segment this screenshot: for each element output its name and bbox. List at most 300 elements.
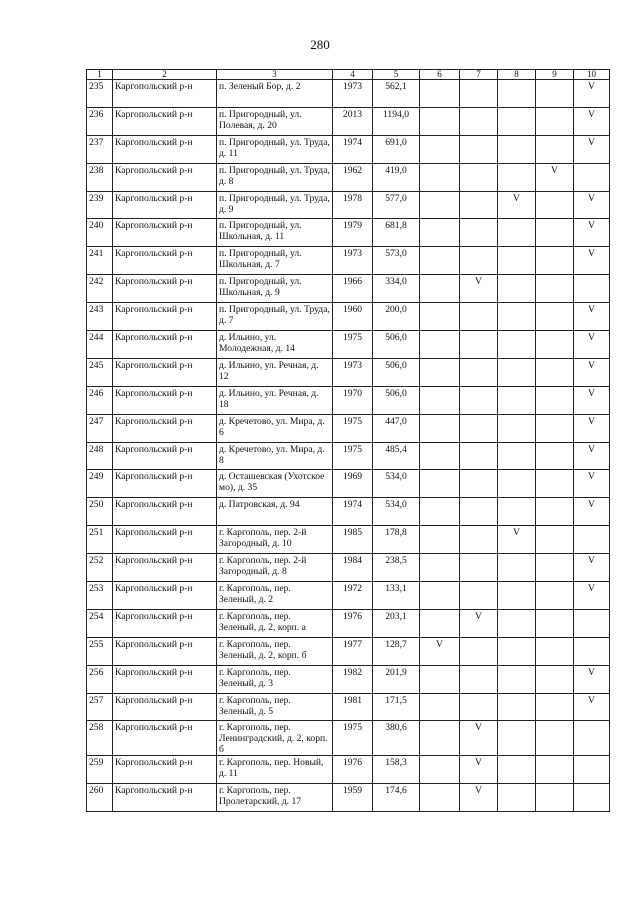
mark-cell-col6	[420, 498, 460, 526]
mark-cell-col7	[460, 163, 498, 191]
mark-cell-col7	[460, 135, 498, 163]
table-row	[87, 386, 610, 414]
mark-cell-col10: V	[574, 80, 610, 108]
year-cell: 1976	[333, 609, 373, 637]
table-row	[87, 107, 610, 135]
row-number: 239	[87, 191, 113, 219]
year-cell: 1975	[333, 414, 373, 442]
mark-cell-col10: V	[574, 442, 610, 470]
area-cell: 200,0	[373, 303, 420, 331]
district-cell: Каргопольский р-н	[113, 665, 217, 693]
row-number: 259	[87, 756, 113, 784]
mark-cell-col9	[536, 386, 574, 414]
mark-cell-col6	[420, 526, 460, 554]
mark-cell-col9	[536, 191, 574, 219]
area-cell: 506,0	[373, 358, 420, 386]
column-header: 5	[373, 70, 420, 80]
mark-cell-col10	[574, 163, 610, 191]
table-body	[87, 80, 610, 812]
area-cell: 1194,0	[373, 107, 420, 135]
area-cell: 534,0	[373, 498, 420, 526]
mark-cell-col9	[536, 637, 574, 665]
year-cell: 1982	[333, 665, 373, 693]
table-row	[87, 693, 610, 721]
address-cell: п. Зеленый Бор, д. 2	[217, 80, 333, 108]
mark-cell-col7	[460, 693, 498, 721]
mark-cell-col10: V	[574, 191, 610, 219]
mark-cell-col9	[536, 107, 574, 135]
row-number: 254	[87, 609, 113, 637]
mark-cell-col6	[420, 247, 460, 275]
year-cell: 2013	[333, 107, 373, 135]
area-cell: 691,0	[373, 135, 420, 163]
mark-cell-col9	[536, 219, 574, 247]
district-cell: Каргопольский р-н	[113, 303, 217, 331]
table-row	[87, 470, 610, 498]
mark-cell-col8	[498, 80, 536, 108]
table-row	[87, 219, 610, 247]
mark-cell-col8	[498, 219, 536, 247]
mark-cell-col8	[498, 107, 536, 135]
table-row	[87, 275, 610, 303]
address-cell: г. Каргополь, пер. Зеленый, д. 2, корп. б	[217, 637, 333, 665]
row-number: 243	[87, 303, 113, 331]
mark-cell-col10: V	[574, 470, 610, 498]
mark-cell-col7	[460, 80, 498, 108]
year-cell: 1966	[333, 275, 373, 303]
area-cell: 203,1	[373, 609, 420, 637]
address-cell: п. Пригородный, ул. Труда, д. 8	[217, 163, 333, 191]
mark-cell-col10: V	[574, 414, 610, 442]
housing-registry-table	[86, 69, 610, 812]
mark-cell-col6	[420, 219, 460, 247]
year-cell: 1975	[333, 721, 373, 756]
area-cell: 158,3	[373, 756, 420, 784]
year-cell: 1959	[333, 784, 373, 812]
mark-cell-col10: V	[574, 303, 610, 331]
district-cell: Каргопольский р-н	[113, 693, 217, 721]
mark-cell-col7	[460, 247, 498, 275]
table-row	[87, 609, 610, 637]
district-cell: Каргопольский р-н	[113, 191, 217, 219]
table-row	[87, 358, 610, 386]
mark-cell-col8	[498, 784, 536, 812]
mark-cell-col8	[498, 386, 536, 414]
mark-cell-col9	[536, 498, 574, 526]
table-row	[87, 665, 610, 693]
row-number: 244	[87, 331, 113, 359]
area-cell: 534,0	[373, 470, 420, 498]
year-cell: 1962	[333, 163, 373, 191]
year-cell: 1973	[333, 80, 373, 108]
column-header: 2	[113, 70, 217, 80]
mark-cell-col10: V	[574, 135, 610, 163]
district-cell: Каргопольский р-н	[113, 554, 217, 582]
mark-cell-col9	[536, 526, 574, 554]
mark-cell-col6	[420, 721, 460, 756]
mark-cell-col6	[420, 303, 460, 331]
mark-cell-col7	[460, 665, 498, 693]
mark-cell-col8	[498, 358, 536, 386]
year-cell: 1960	[333, 303, 373, 331]
mark-cell-col7	[460, 442, 498, 470]
row-number: 245	[87, 358, 113, 386]
mark-cell-col8	[498, 498, 536, 526]
row-number: 257	[87, 693, 113, 721]
table-row	[87, 721, 610, 756]
mark-cell-col10: V	[574, 693, 610, 721]
mark-cell-col10	[574, 784, 610, 812]
mark-cell-col6	[420, 554, 460, 582]
mark-cell-col9	[536, 693, 574, 721]
address-cell: п. Пригородный, ул. Полевая, д. 20	[217, 107, 333, 135]
mark-cell-col9: V	[536, 163, 574, 191]
row-number: 258	[87, 721, 113, 756]
mark-cell-col8	[498, 609, 536, 637]
district-cell: Каргопольский р-н	[113, 756, 217, 784]
mark-cell-col9	[536, 358, 574, 386]
column-header: 4	[333, 70, 373, 80]
table-row	[87, 784, 610, 812]
table-row	[87, 637, 610, 665]
table-row	[87, 414, 610, 442]
year-cell: 1981	[333, 693, 373, 721]
mark-cell-col8	[498, 582, 536, 610]
mark-cell-col9	[536, 275, 574, 303]
district-cell: Каргопольский р-н	[113, 219, 217, 247]
mark-cell-col10: V	[574, 219, 610, 247]
mark-cell-col10	[574, 526, 610, 554]
mark-cell-col8	[498, 163, 536, 191]
mark-cell-col8	[498, 275, 536, 303]
mark-cell-col6: V	[420, 637, 460, 665]
address-cell: п. Пригородный, ул. Труда, д. 11	[217, 135, 333, 163]
mark-cell-col9	[536, 756, 574, 784]
table-row	[87, 135, 610, 163]
mark-cell-col6	[420, 107, 460, 135]
mark-cell-col9	[536, 609, 574, 637]
district-cell: Каргопольский р-н	[113, 135, 217, 163]
mark-cell-col6	[420, 693, 460, 721]
mark-cell-col6	[420, 609, 460, 637]
mark-cell-col10	[574, 756, 610, 784]
area-cell: 485,4	[373, 442, 420, 470]
mark-cell-col8	[498, 554, 536, 582]
mark-cell-col7	[460, 554, 498, 582]
mark-cell-col6	[420, 442, 460, 470]
table-row	[87, 331, 610, 359]
mark-cell-col10: V	[574, 665, 610, 693]
address-cell: г. Каргополь, пер. Зеленый, д. 5	[217, 693, 333, 721]
mark-cell-col6	[420, 582, 460, 610]
district-cell: Каргопольский р-н	[113, 107, 217, 135]
mark-cell-col9	[536, 582, 574, 610]
area-cell: 128,7	[373, 637, 420, 665]
table-row	[87, 554, 610, 582]
address-cell: п. Пригородный, ул. Школьная, д. 11	[217, 219, 333, 247]
row-number: 251	[87, 526, 113, 554]
mark-cell-col7: V	[460, 609, 498, 637]
mark-cell-col7	[460, 358, 498, 386]
district-cell: Каргопольский р-н	[113, 470, 217, 498]
row-number: 256	[87, 665, 113, 693]
year-cell: 1975	[333, 442, 373, 470]
mark-cell-col6	[420, 386, 460, 414]
mark-cell-col10: V	[574, 386, 610, 414]
address-cell: г. Каргополь, пер. Ленинградский, д. 2, корп. б	[217, 721, 333, 756]
address-cell: д. Кречетово, ул. Мира, д. 8	[217, 442, 333, 470]
page-number: 280	[310, 37, 330, 52]
column-header: 1	[87, 70, 113, 80]
mark-cell-col9	[536, 414, 574, 442]
mark-cell-col6	[420, 756, 460, 784]
row-number: 247	[87, 414, 113, 442]
mark-cell-col8	[498, 470, 536, 498]
row-number: 253	[87, 582, 113, 610]
row-number: 238	[87, 163, 113, 191]
address-cell: п. Пригородный, ул. Труда, д. 7	[217, 303, 333, 331]
row-number: 240	[87, 219, 113, 247]
year-cell: 1974	[333, 135, 373, 163]
district-cell: Каргопольский р-н	[113, 331, 217, 359]
mark-cell-col8	[498, 637, 536, 665]
mark-cell-col6	[420, 163, 460, 191]
mark-cell-col9	[536, 470, 574, 498]
address-cell: г. Каргополь, пер. Зеленый, д. 3	[217, 665, 333, 693]
mark-cell-col10: V	[574, 582, 610, 610]
year-cell: 1972	[333, 582, 373, 610]
mark-cell-col6	[420, 80, 460, 108]
year-cell: 1973	[333, 358, 373, 386]
mark-cell-col9	[536, 721, 574, 756]
mark-cell-col10: V	[574, 554, 610, 582]
address-cell: д. Ильино, ул. Молодежная, д. 14	[217, 331, 333, 359]
mark-cell-col9	[536, 331, 574, 359]
district-cell: Каргопольский р-н	[113, 358, 217, 386]
year-cell: 1979	[333, 219, 373, 247]
mark-cell-col8	[498, 756, 536, 784]
area-cell: 506,0	[373, 331, 420, 359]
year-cell: 1973	[333, 247, 373, 275]
area-cell: 681,8	[373, 219, 420, 247]
mark-cell-col8: V	[498, 191, 536, 219]
area-cell: 419,0	[373, 163, 420, 191]
column-header: 10	[574, 70, 610, 80]
row-number: 241	[87, 247, 113, 275]
year-cell: 1969	[333, 470, 373, 498]
mark-cell-col9	[536, 303, 574, 331]
table-row	[87, 247, 610, 275]
mark-cell-col7	[460, 331, 498, 359]
table-row	[87, 163, 610, 191]
year-cell: 1977	[333, 637, 373, 665]
address-cell: д. Ильино, ул. Речная, д. 18	[217, 386, 333, 414]
mark-cell-col9	[536, 135, 574, 163]
mark-cell-col10	[574, 721, 610, 756]
table-row	[87, 303, 610, 331]
mark-cell-col6	[420, 275, 460, 303]
mark-cell-col6	[420, 191, 460, 219]
address-cell: д. Осташевская (Ухотское мо), д. 35	[217, 470, 333, 498]
year-cell: 1984	[333, 554, 373, 582]
mark-cell-col7: V	[460, 275, 498, 303]
year-cell: 1985	[333, 526, 373, 554]
mark-cell-col8: V	[498, 526, 536, 554]
mark-cell-col9	[536, 442, 574, 470]
row-number: 260	[87, 784, 113, 812]
area-cell: 577,0	[373, 191, 420, 219]
district-cell: Каргопольский р-н	[113, 582, 217, 610]
mark-cell-col7	[460, 191, 498, 219]
mark-cell-col8	[498, 665, 536, 693]
year-cell: 1974	[333, 498, 373, 526]
table-row	[87, 526, 610, 554]
mark-cell-col7	[460, 303, 498, 331]
mark-cell-col7	[460, 414, 498, 442]
row-number: 250	[87, 498, 113, 526]
mark-cell-col6	[420, 470, 460, 498]
district-cell: Каргопольский р-н	[113, 80, 217, 108]
table-row	[87, 442, 610, 470]
area-cell: 174,6	[373, 784, 420, 812]
column-header: 7	[460, 70, 498, 80]
mark-cell-col8	[498, 331, 536, 359]
mark-cell-col7	[460, 107, 498, 135]
year-cell: 1976	[333, 756, 373, 784]
mark-cell-col6	[420, 358, 460, 386]
mark-cell-col7	[460, 526, 498, 554]
district-cell: Каргопольский р-н	[113, 442, 217, 470]
row-number: 237	[87, 135, 113, 163]
year-cell: 1978	[333, 191, 373, 219]
mark-cell-col10	[574, 275, 610, 303]
address-cell: д. Ильино, ул. Речная, д. 12	[217, 358, 333, 386]
area-cell: 573,0	[373, 247, 420, 275]
address-cell: г. Каргополь, пер. 2-й Загородный, д. 10	[217, 526, 333, 554]
mark-cell-col10	[574, 637, 610, 665]
area-cell: 506,0	[373, 386, 420, 414]
district-cell: Каргопольский р-н	[113, 637, 217, 665]
mark-cell-col9	[536, 665, 574, 693]
mark-cell-col7	[460, 498, 498, 526]
column-header: 6	[420, 70, 460, 80]
mark-cell-col7: V	[460, 721, 498, 756]
mark-cell-col10: V	[574, 247, 610, 275]
address-cell: п. Пригородный, ул. Труда, д. 9	[217, 191, 333, 219]
row-number: 248	[87, 442, 113, 470]
mark-cell-col10: V	[574, 498, 610, 526]
district-cell: Каргопольский р-н	[113, 609, 217, 637]
mark-cell-col10: V	[574, 107, 610, 135]
address-cell: п. Пригородный, ул. Школьная, д. 7	[217, 247, 333, 275]
address-cell: г. Каргополь, пер. 2-й Загородный, д. 8	[217, 554, 333, 582]
area-cell: 171,5	[373, 693, 420, 721]
mark-cell-col9	[536, 554, 574, 582]
mark-cell-col9	[536, 80, 574, 108]
district-cell: Каргопольский р-н	[113, 414, 217, 442]
district-cell: Каргопольский р-н	[113, 386, 217, 414]
mark-cell-col6	[420, 414, 460, 442]
mark-cell-col8	[498, 303, 536, 331]
row-number: 242	[87, 275, 113, 303]
column-number-row	[87, 70, 610, 80]
column-header: 8	[498, 70, 536, 80]
area-cell: 380,6	[373, 721, 420, 756]
address-cell: д. Патровская, д. 94	[217, 498, 333, 526]
row-number: 246	[87, 386, 113, 414]
address-cell: г. Каргополь, пер. Зеленый, д. 2, корп. а	[217, 609, 333, 637]
mark-cell-col8	[498, 721, 536, 756]
mark-cell-col7	[460, 470, 498, 498]
area-cell: 334,0	[373, 275, 420, 303]
table-row	[87, 756, 610, 784]
row-number: 249	[87, 470, 113, 498]
table-row	[87, 498, 610, 526]
table-row	[87, 80, 610, 108]
mark-cell-col8	[498, 693, 536, 721]
district-cell: Каргопольский р-н	[113, 784, 217, 812]
district-cell: Каргопольский р-н	[113, 721, 217, 756]
address-cell: д. Кречетово, ул. Мира, д. 6	[217, 414, 333, 442]
mark-cell-col8	[498, 247, 536, 275]
year-cell: 1975	[333, 331, 373, 359]
row-number: 236	[87, 107, 113, 135]
row-number: 235	[87, 80, 113, 108]
address-cell: г. Каргополь, пер. Зеленый, д. 2	[217, 582, 333, 610]
mark-cell-col7: V	[460, 784, 498, 812]
mark-cell-col7	[460, 219, 498, 247]
mark-cell-col7	[460, 582, 498, 610]
mark-cell-col9	[536, 784, 574, 812]
district-cell: Каргопольский р-н	[113, 275, 217, 303]
mark-cell-col6	[420, 665, 460, 693]
mark-cell-col7: V	[460, 756, 498, 784]
mark-cell-col7	[460, 637, 498, 665]
area-cell: 447,0	[373, 414, 420, 442]
mark-cell-col8	[498, 442, 536, 470]
column-header: 3	[217, 70, 333, 80]
table-row	[87, 582, 610, 610]
address-cell: г. Каргополь, пер. Новый, д. 11	[217, 756, 333, 784]
mark-cell-col10: V	[574, 358, 610, 386]
area-cell: 178,8	[373, 526, 420, 554]
mark-cell-col10	[574, 609, 610, 637]
mark-cell-col10: V	[574, 331, 610, 359]
column-header: 9	[536, 70, 574, 80]
mark-cell-col6	[420, 331, 460, 359]
mark-cell-col6	[420, 135, 460, 163]
year-cell: 1970	[333, 386, 373, 414]
mark-cell-col7	[460, 386, 498, 414]
mark-cell-col8	[498, 135, 536, 163]
district-cell: Каргопольский р-н	[113, 498, 217, 526]
area-cell: 201,9	[373, 665, 420, 693]
district-cell: Каргопольский р-н	[113, 247, 217, 275]
mark-cell-col8	[498, 414, 536, 442]
address-cell: г. Каргополь, пер. Пролетарский, д. 17	[217, 784, 333, 812]
row-number: 252	[87, 554, 113, 582]
district-cell: Каргопольский р-н	[113, 163, 217, 191]
address-cell: п. Пригородный, ул. Школьная, д. 9	[217, 275, 333, 303]
mark-cell-col6	[420, 784, 460, 812]
row-number: 255	[87, 637, 113, 665]
area-cell: 562,1	[373, 80, 420, 108]
table-row	[87, 191, 610, 219]
area-cell: 133,1	[373, 582, 420, 610]
district-cell: Каргопольский р-н	[113, 526, 217, 554]
mark-cell-col9	[536, 247, 574, 275]
area-cell: 238,5	[373, 554, 420, 582]
